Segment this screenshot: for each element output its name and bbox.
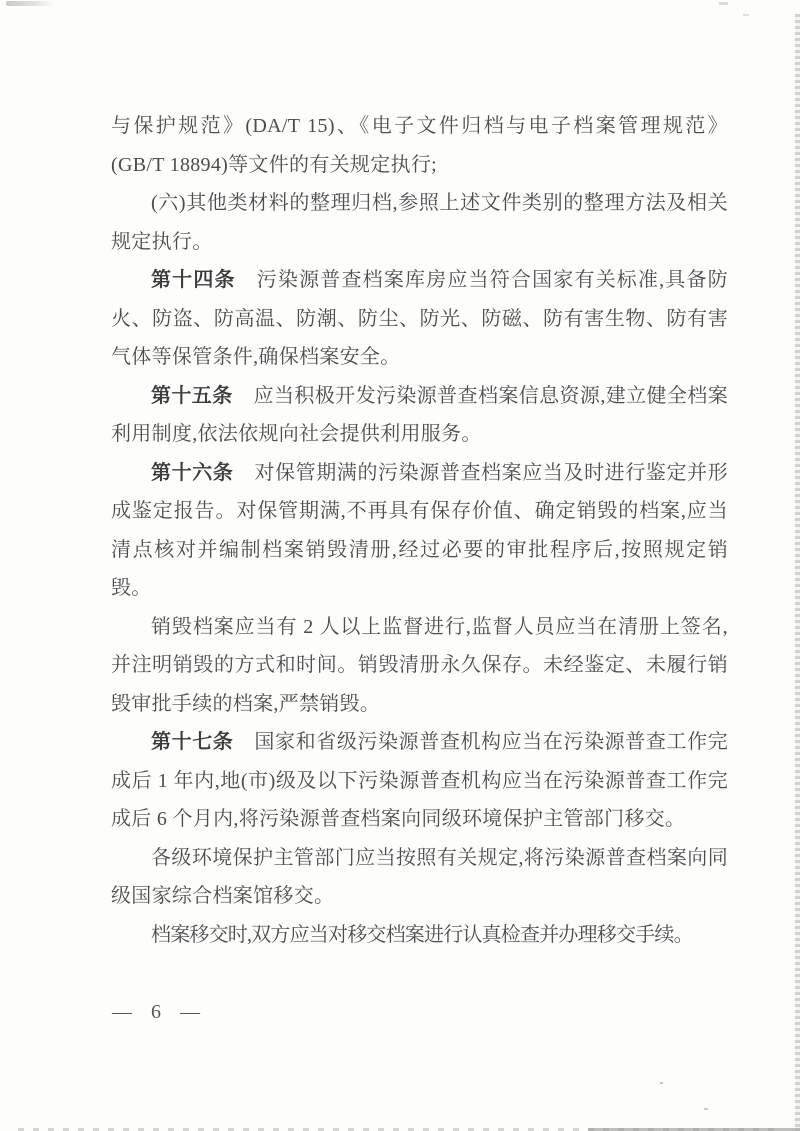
scan-speck-artifact xyxy=(660,1082,663,1084)
paragraph-text: 国家和省级污染源普查机构应当在污染源普查工作完成后 1 年内,地(市)级及以下污染源普查机构应当在污染源普查工作完成后 6 个月内,将污染源普查档案向同级环境保护主管部门移交。 xyxy=(111,731,728,830)
scan-speck-artifact xyxy=(743,14,749,16)
paragraph-text: 与保护规范》(DA/T 15)、《电子文件归档与电子档案管理规范》(GB/T 18894)等文件的有关规定执行; xyxy=(111,115,728,176)
paragraph-continuation xyxy=(111,107,728,184)
paragraph-article-15 xyxy=(111,377,728,454)
scan-speck-artifact xyxy=(704,1108,708,1110)
paragraph-transfer-procedure xyxy=(111,916,728,955)
paragraph-text: 对保管期满的污染源普查档案应当及时进行鉴定并形成鉴定报告。对保管期满,不再具有保存价值、确定销毁的档案,应当清点核对并编制档案销毁清册,经过必要的审批程序后,按照规定销毁。 xyxy=(111,461,728,599)
paragraph-destruction-supervision xyxy=(111,608,728,724)
paragraph-text: (六)其他类材料的整理归档,参照上述文件类别的整理方法及相关规定执行。 xyxy=(111,192,728,253)
scan-smudge-artifact xyxy=(6,1,54,6)
paragraph-text: 销毁档案应当有 2 人以上监督进行,监督人员应当在清册上签名,并注明销毁的方式和时间。销毁清册永久保存。未经鉴定、未履行销毁审批手续的档案,严禁销毁。 xyxy=(111,615,728,715)
paragraph-article-16 xyxy=(111,454,728,608)
paragraph-text: 档案移交时,双方应当对移交档案进行认真检查并办理移交手续。 xyxy=(151,923,693,946)
document-body xyxy=(111,107,728,954)
article-number-heading: 第十五条 xyxy=(151,384,233,407)
page-number: — 6 — xyxy=(112,1001,207,1023)
paragraph-article-14 xyxy=(111,261,728,377)
paragraph-text: 污染源普查档案库房应当符合国家有关标准,具备防火、防盗、防高温、防潮、防尘、防光、防磁、防有害生物、防有害气体等保管条件,确保档案安全。 xyxy=(111,269,729,368)
paragraph-article-17 xyxy=(111,723,728,839)
scan-speck-artifact xyxy=(719,2,728,5)
article-number-heading: 第十六条 xyxy=(151,461,234,484)
paragraph-item-six xyxy=(111,184,728,261)
article-number-heading: 第十七条 xyxy=(151,731,234,753)
article-number-heading: 第十四条 xyxy=(151,269,236,291)
scan-edge-artifact-right xyxy=(795,14,800,1131)
paragraph-archive-transfer xyxy=(111,839,728,916)
paragraph-text: 应当积极开发污染源普查档案信息资源,建立健全档案利用制度,依法依规向社会提供利用服务。 xyxy=(111,384,729,445)
paragraph-text: 各级环境保护主管部门应当按照有关规定,将污染源普查档案向同级国家综合档案馆移交。 xyxy=(111,846,728,907)
